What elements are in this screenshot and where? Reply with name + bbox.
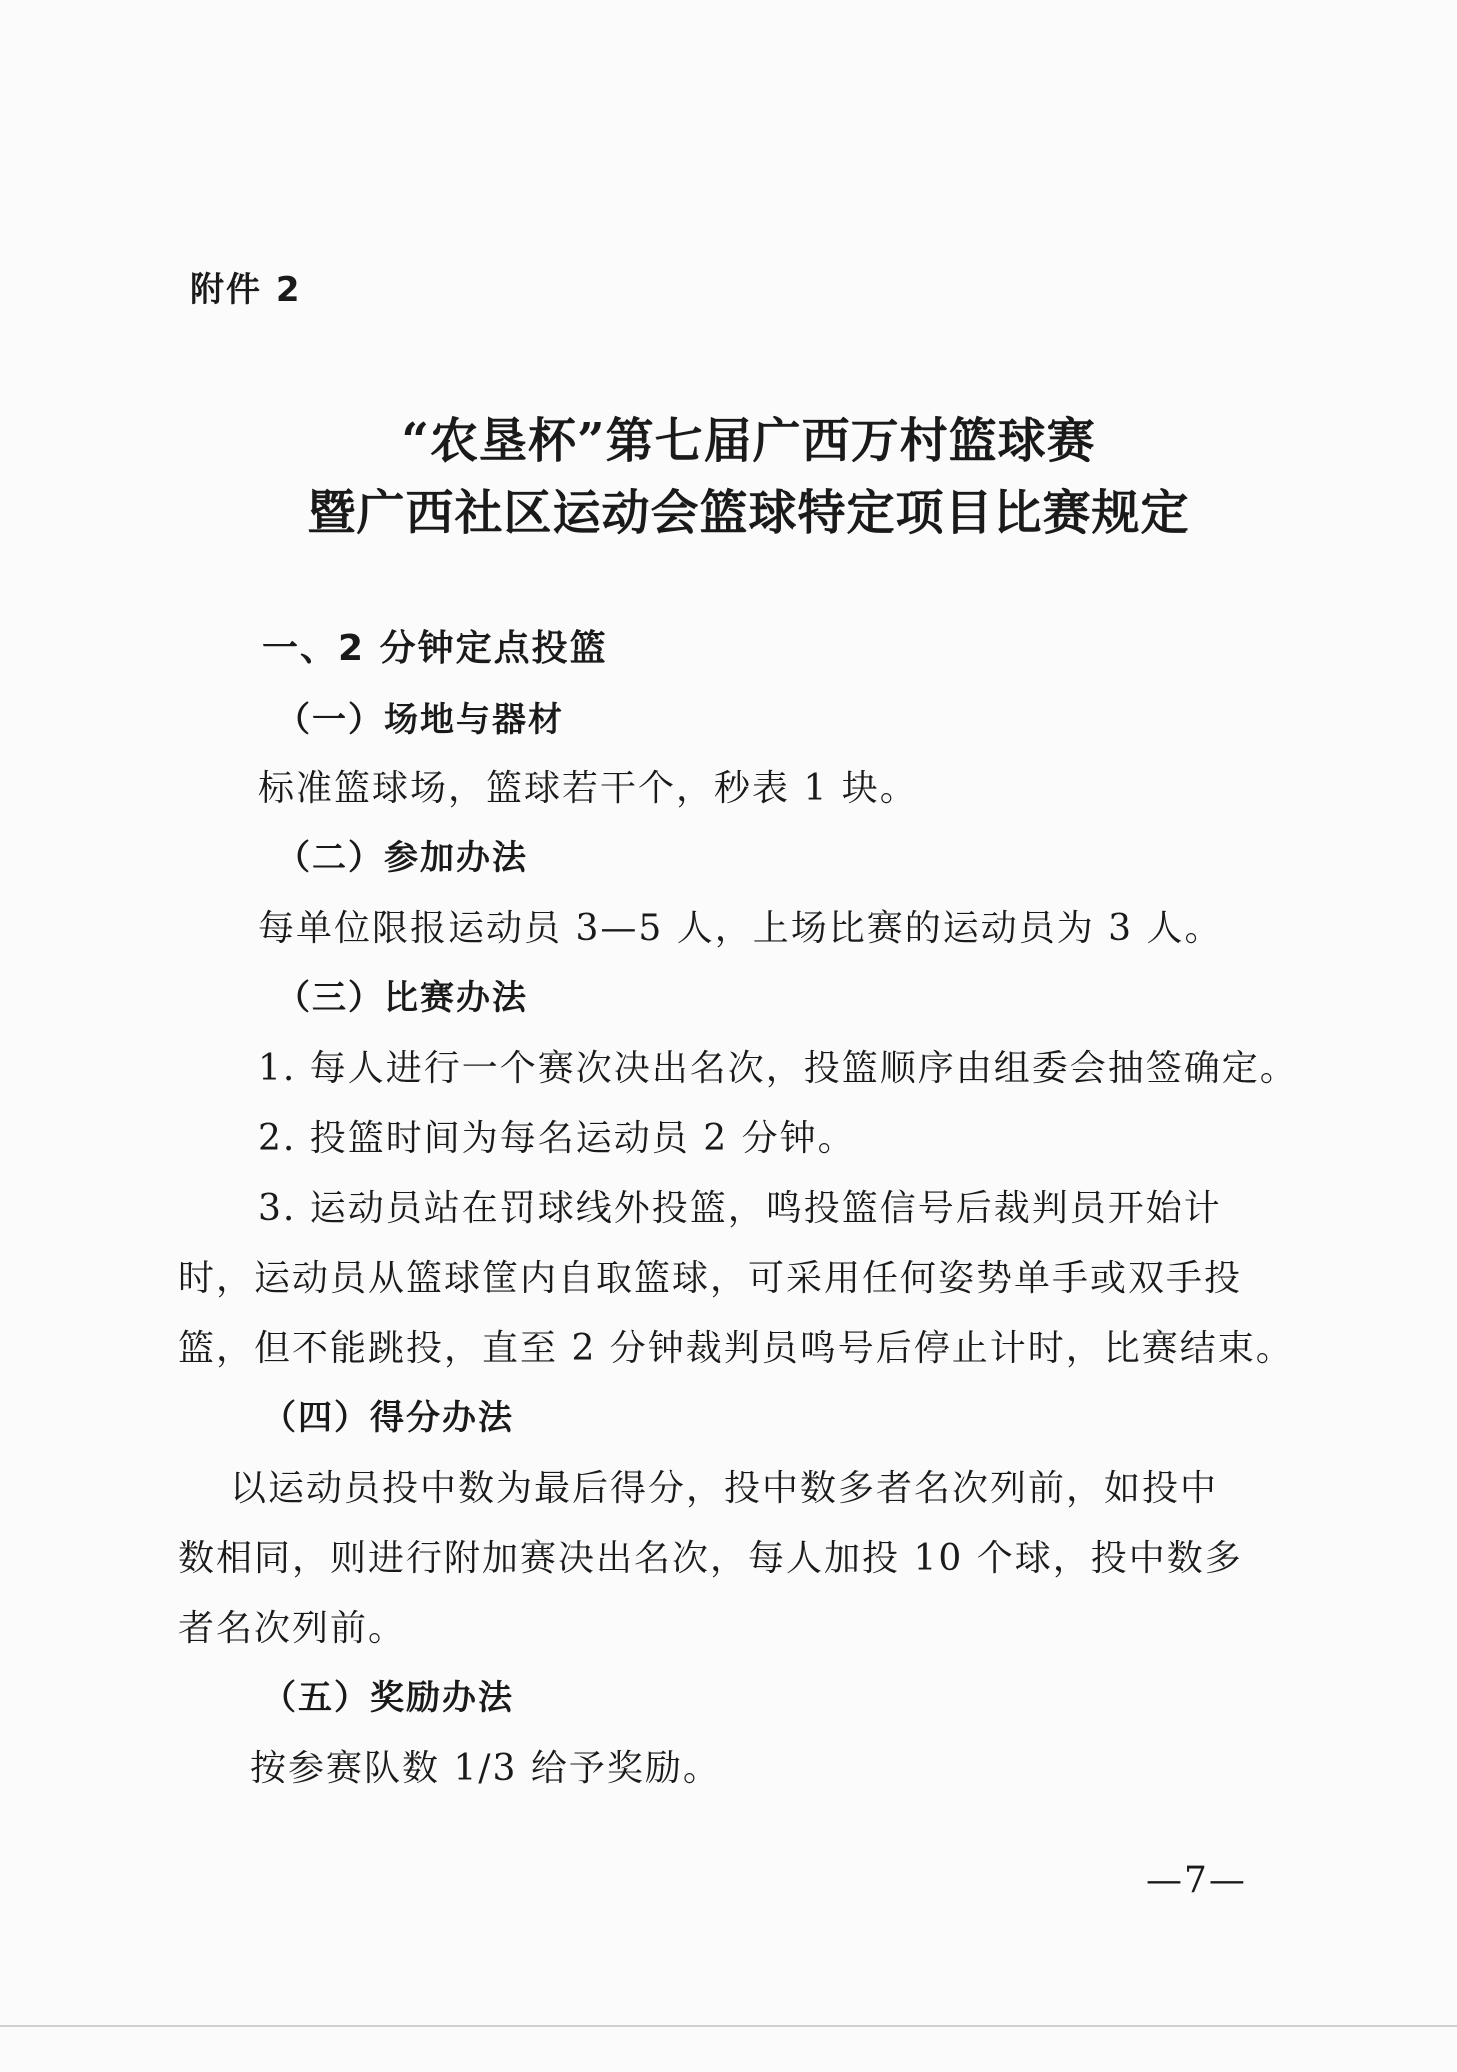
competition-item-1: 1. 每人进行一个赛次决出名次，投篮顺序由组委会抽签确定。 [258,1048,1298,1089]
competition-item-2: 2. 投篮时间为每名运动员 2 分钟。 [258,1118,856,1159]
bottom-rule [0,2025,1457,2027]
venue-text: 标准篮球场，篮球若干个，秒表 1 块。 [258,768,918,809]
venue-heading: （一）场地与器材 [276,700,564,740]
competition-item-3-line3: 篮，但不能跳投，直至 2 分钟裁判员鸣号后停止计时，比赛结束。 [178,1328,1294,1369]
scoring-line-2: 数相同，则进行附加赛决出名次，每人加投 10 个球，投中数多 [178,1538,1243,1579]
competition-item-3-line2: 时，运动员从篮球筐内自取篮球，可采用任何姿势单手或双手投 [178,1258,1243,1299]
participation-heading: （二）参加办法 [276,838,528,878]
scoring-heading: （四）得分办法 [262,1398,514,1438]
participation-text: 每单位限报运动员 3—5 人，上场比赛的运动员为 3 人。 [258,908,1223,949]
competition-item-3-line1: 3. 运动员站在罚球线外投篮，鸣投篮信号后裁判员开始计 [258,1188,1222,1229]
scoring-line-1: 以运动员投中数为最后得分，投中数多者名次列前，如投中 [230,1468,1219,1509]
document-title-line2: 暨广西社区运动会篮球特定项目比赛规定 [307,485,1190,541]
awards-text: 按参赛队数 1/3 给予奖励。 [250,1748,721,1789]
competition-heading: （三）比赛办法 [276,978,528,1018]
awards-heading: （五）奖励办法 [262,1678,514,1718]
document-title-line1: “农垦杯”第七届广西万村篮球赛 [401,413,1096,469]
page-number: —7— [1146,1860,1247,1901]
scoring-line-3: 者名次列前。 [178,1608,407,1649]
attachment-label: 附件 2 [190,270,302,310]
section-heading: 一、2 分钟定点投篮 [262,628,608,669]
